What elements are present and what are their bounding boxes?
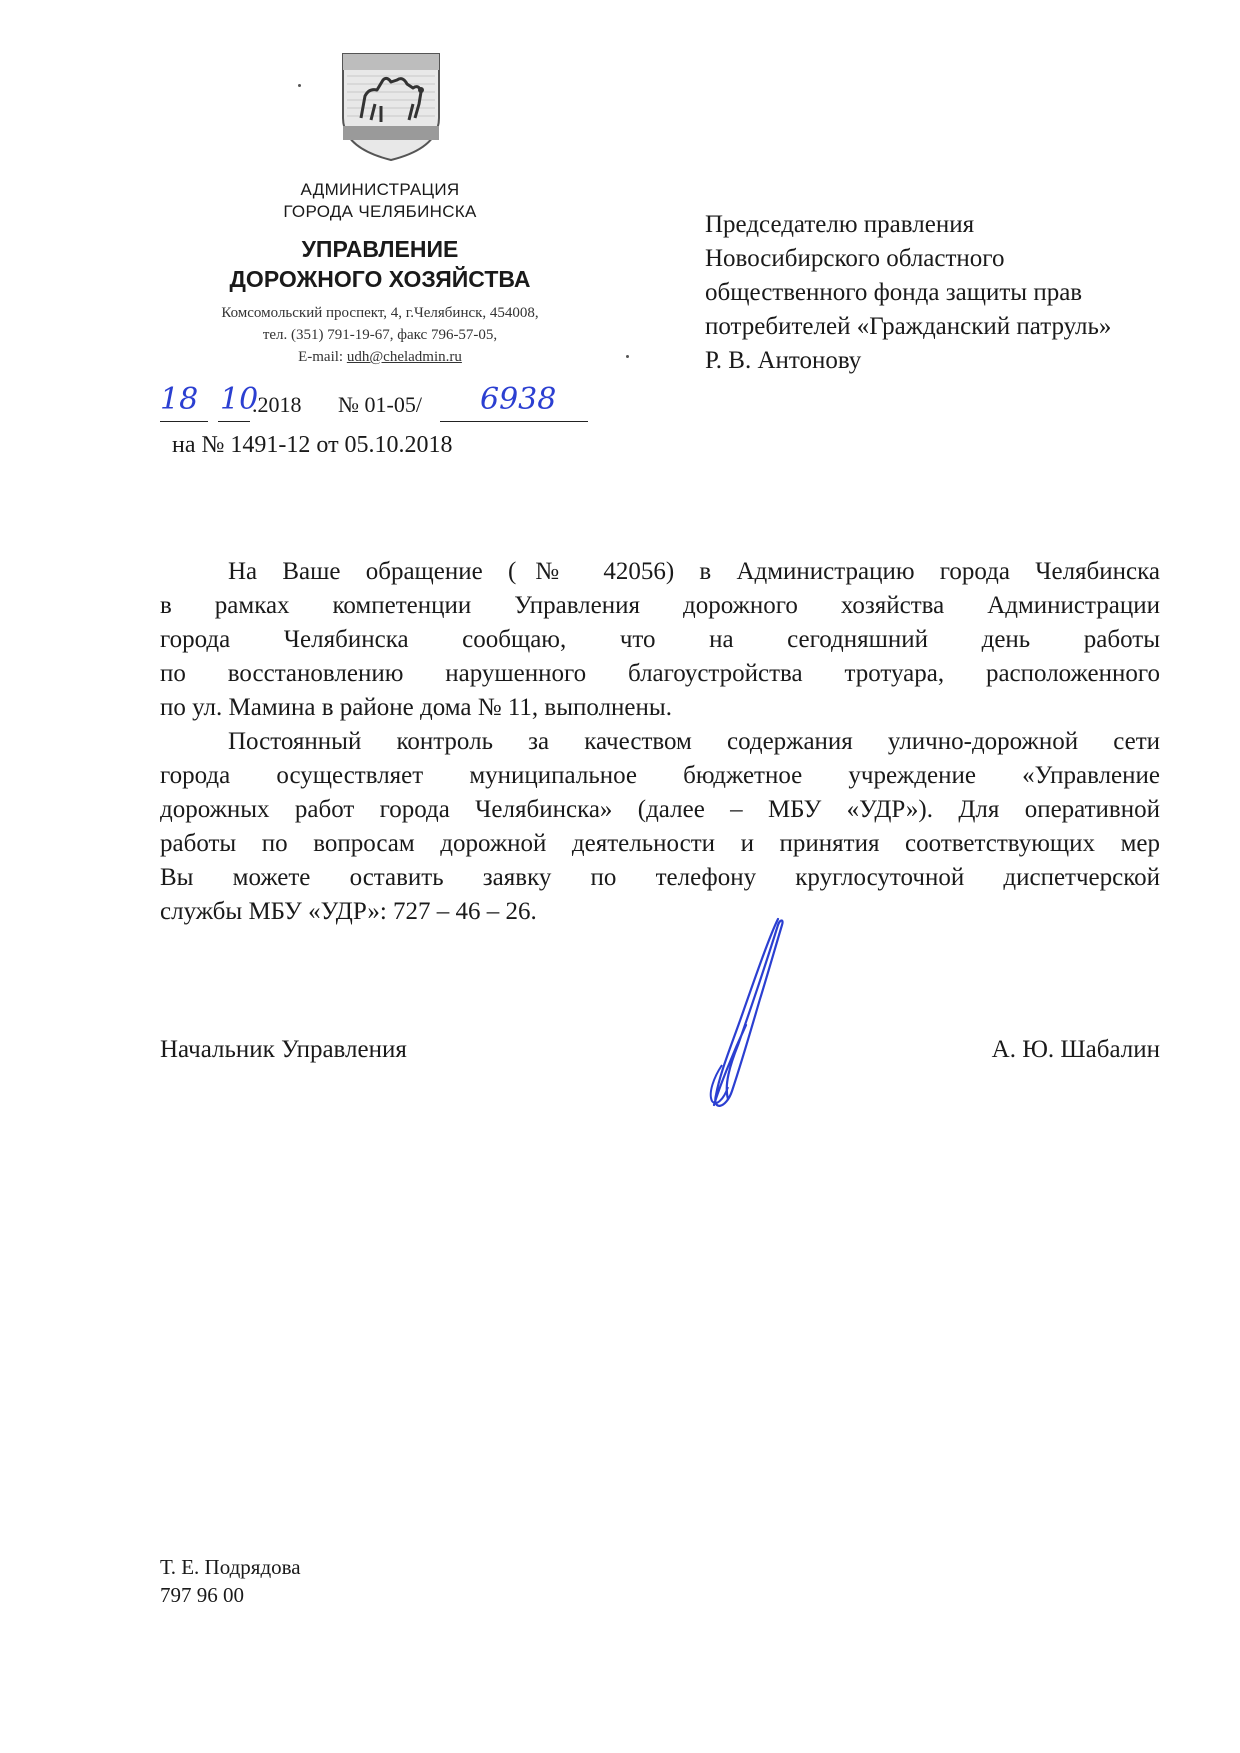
addressee-line2: Новосибирского областного <box>705 245 1005 272</box>
paragraph-line: Постоянный контроль за качеством содержания улично-дорожной сети <box>228 728 1160 755</box>
paragraph-line: по ул. Мамина в районе дома № 11, выполнены. <box>160 694 672 721</box>
addressee-line1: Председателю правления <box>705 211 975 238</box>
paragraph-line: по восстановлению нарушенного благоустройства тротуара, расположенного <box>160 660 1160 687</box>
email-label: E-mail: <box>298 349 344 365</box>
date-month-underline <box>218 421 250 422</box>
executor-name: Т. Е. Подрядова <box>160 1555 301 1579</box>
paragraph-line: дорожных работ города Челябинска» (далее – МБУ «УДР»). Для оперативной <box>160 796 1160 823</box>
addressee-line4: потребителей «Гражданский патруль» <box>705 313 1112 340</box>
reference-line: на № 1491-12 от 05.10.2018 <box>172 432 453 458</box>
number-underline <box>440 421 588 422</box>
addressee-line5: Р. В. Антонову <box>705 347 862 374</box>
paragraph-line: Вы можете оставить заявку по телефону круглосуточной диспетчерской <box>160 864 1160 891</box>
address-line2: тел. (351) 791-19-67, факс 796-57-05, <box>262 327 498 343</box>
outgoing-number-row <box>160 382 590 424</box>
body-paragraph-1 <box>160 555 1160 725</box>
admin-title-line1: АДМИНИСТРАЦИЯ <box>300 180 460 199</box>
paragraph-line: города осуществляет муниципальное бюджетное учреждение «Управление <box>160 762 1160 789</box>
outgoing-number-prefix: № 01-05/ <box>338 392 422 417</box>
paragraph-line: в рамках компетенции Управления дорожного хозяйства Администрации <box>160 592 1160 619</box>
paragraph-line: города Челябинска сообщаю, что на сегодняшний день работы <box>160 626 1160 653</box>
email-link[interactable]: udh@cheladmin.ru <box>346 349 462 365</box>
signatory-name: А. Ю. Шабалин <box>991 1036 1160 1063</box>
paragraph-line: На Ваше обращение (№ 42056) в Администрацию города Челябинска <box>228 558 1160 585</box>
dept-title-line1: УПРАВЛЕНИЕ <box>301 236 459 262</box>
signatory-title: Начальник Управления <box>160 1036 407 1063</box>
addressee-line3: общественного фонда защиты прав <box>705 279 1083 306</box>
body-paragraph-2 <box>160 725 1160 929</box>
date-year: .2018 <box>252 392 302 417</box>
email-line <box>150 349 610 366</box>
dept-title-line2: ДОРОЖНОГО ХОЗЯЙСТВА <box>229 266 531 292</box>
address-line1: Комсомольский проспект, 4, г.Челябинск, 454008, <box>221 305 539 321</box>
paragraph-line: службы МБУ «УДР»: 727 – 46 – 26. <box>160 898 537 925</box>
date-day-underline <box>160 421 208 422</box>
coat-of-arms-icon <box>335 48 447 162</box>
handwritten-signature-icon <box>690 915 800 1115</box>
handwritten-date-month: 10 <box>220 382 259 417</box>
paragraph-line: работы по вопросам дорожной деятельности и принятия соответствующих мер <box>160 830 1160 857</box>
handwritten-date-day: 18 <box>160 382 199 417</box>
handwritten-outgoing-number: 6938 <box>480 382 557 417</box>
admin-title-line2: ГОРОДА ЧЕЛЯБИНСКА <box>283 202 477 221</box>
executor-phone: 797 96 00 <box>160 1583 244 1607</box>
